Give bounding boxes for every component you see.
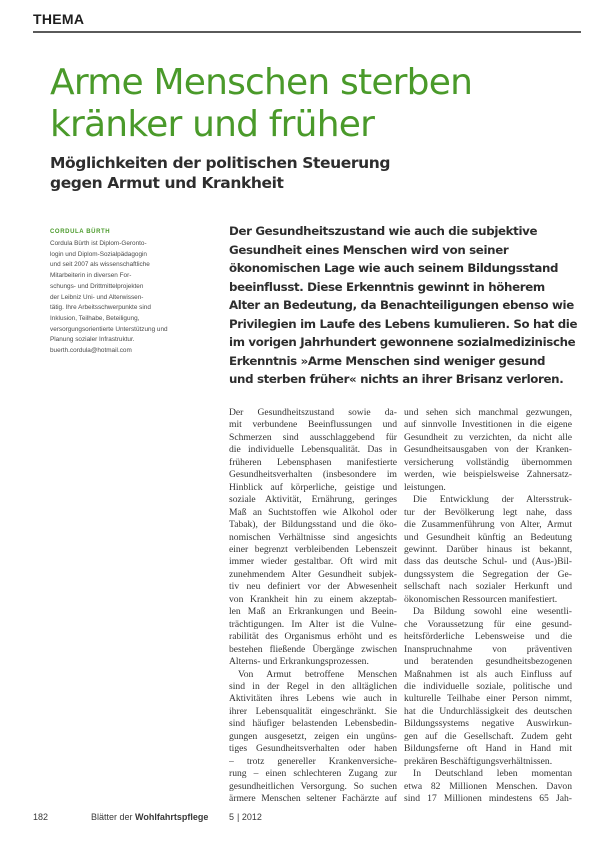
body-line: soziale Aktivität, Ernährung, geringes — [229, 494, 397, 506]
author-bio-line: Mitarbeiterin in diversen For- — [50, 272, 132, 280]
lead-line: beeinflusst. Diese Erkenntnis gewinnt in höherem — [229, 279, 545, 294]
body-column-right — [404, 407, 572, 806]
body-line: Der Gesundheitszustand sowie da- — [229, 407, 397, 418]
body-line: gungen ausgesetzt, zeigen ein ungüns- — [229, 730, 397, 742]
body-line: tur der Bevölkerung legt nahe, dass — [404, 506, 572, 518]
body-line: werden, wie beispielsweise Zahnersatz- — [404, 469, 572, 481]
body-line: leistungen. — [404, 481, 446, 493]
body-line: len Maß an Erkrankungen und Beein- — [229, 606, 397, 618]
author-box — [50, 228, 210, 357]
body-line: Bildungssystems negative Auswirkun- — [404, 718, 572, 730]
body-line: sind 17 Millionen mindestens 65 Jah- — [404, 793, 572, 805]
body-line: etwa 82 Millionen Menschen. Davon — [404, 780, 572, 792]
body-line: einer begrenzt verbleibenden Lebenszeit — [229, 543, 397, 555]
body-line: mit verbundene Beeinflussungen und — [229, 419, 397, 431]
journal-name — [91, 812, 208, 822]
author-bio-line: login und Diplom-Sozialpädagogin — [50, 250, 147, 258]
body-line: dungssystem die Segregation der Ge- — [404, 568, 572, 580]
body-column-left — [229, 407, 397, 806]
body-line: nomischen Verhältnisse sind angesichts — [229, 531, 397, 543]
lead-line: Gesundheit eines Menschen wird von seiner — [229, 242, 509, 257]
issue-bar: | — [237, 812, 242, 822]
author-bio-line: tätig. Ihre Arbeitsschwerpunkte sind — [50, 304, 151, 312]
body-line: auf sinnvolle Investitionen in die eigene — [404, 419, 572, 431]
body-line: gesundheitlichen Versorgung. So suchen — [229, 780, 397, 792]
body-line: che Voraussetzung für eine gesund- — [404, 618, 572, 630]
body-line: und sehen sich manchmal gezwungen, — [404, 407, 572, 418]
body-line: sind häufiger belastenden Lebensbedin- — [229, 718, 397, 730]
body-line: Tabak), der Bildungsstand und die öko- — [229, 519, 397, 531]
author-bio-line: der Leibniz Uni- und Alterwissen- — [50, 293, 144, 301]
body-line: Gesundheit zu verzichten, da nicht alle — [404, 431, 572, 443]
body-line: sind in der Regel in den alltäglichen — [229, 680, 397, 692]
lead-line: Erkenntnis »Arme Menschen sind weniger gesund — [229, 353, 546, 368]
body-line: und Gesundheit künftig an Bedeutung — [404, 531, 572, 543]
author-email[interactable]: buerth.cordula@hotmail.com — [50, 347, 132, 355]
body-line: Schmerzen sind ausschlaggebend für — [229, 431, 397, 443]
body-line: ihrer Lebensqualität eingeschränkt. Sie — [229, 705, 397, 717]
title-line: kränker und früher — [50, 104, 375, 145]
body-line: die Zusammenführung von Alter, Armut — [404, 519, 572, 531]
issue-number: 5 — [229, 812, 235, 822]
body-line: sellschaft nach sozialer Herkunft und — [404, 581, 572, 593]
body-line: immer wieder gestaltbar. Oft wird mit — [229, 556, 397, 568]
body-line: tiges Gesundheitsverhalten oder haben — [229, 743, 397, 755]
body-line: Maßnahmen ist als auch Einfluss auf — [404, 668, 572, 680]
body-line: ökonomischen Ressourcen manifestiert. — [404, 593, 558, 605]
lead-line: und sterben früher« nichts an ihrer Brisanz verloren. — [229, 372, 564, 386]
body-line: Hinblick auf körperliche, geistige und — [229, 481, 397, 493]
body-line: trächtigungen. Im Alter ist die Vulne- — [229, 618, 397, 630]
author-bio-line: und seit 2007 als wissenschaftliche — [50, 261, 150, 269]
body-line: Inanspruchnahme von präventiven — [404, 643, 572, 655]
body-line: bestehen fließende Übergänge zwischen — [229, 643, 397, 655]
body-line: rabilität des Organismus erhöht und es — [229, 631, 397, 643]
lead-line: Privilegien im Laufe des Lebens kumulieren. So hat die — [229, 316, 578, 331]
body-line: die individuelle soziale, politische und — [404, 680, 572, 692]
author-bio-line: versorgungsorientierte Unterstützung und — [50, 325, 168, 333]
article-title — [50, 62, 580, 146]
author-bio-line: Inklusion, Teilhabe, Beteiligung, — [50, 314, 140, 322]
body-line: Da Bildung sowohl eine wesentli- — [413, 606, 572, 618]
author-bio-line: schungs- und Drittmittelprojekten — [50, 282, 144, 290]
lead-line: Der Gesundheitszustand wie auch die subjektive — [229, 224, 538, 238]
page-number: 182 — [33, 812, 49, 822]
issue-year-text: 2012 — [241, 812, 262, 822]
body-line: Aktivitäten ihres Lebens wie auch in — [229, 693, 397, 705]
subtitle-line: Möglichkeiten der politischen Steuerung — [50, 154, 391, 172]
author-bio-line: Cordula Bürth ist Diplom-Geronto- — [50, 240, 147, 247]
body-line: rung – einen schlechteren Zugang zur — [229, 768, 397, 780]
body-line: tiv neu definiert vor der Abwesenheit — [229, 581, 397, 593]
section-label: THEMA — [33, 11, 85, 27]
body-line: früheren Lebensphasen manifestierte — [229, 456, 397, 468]
body-line: zunehmendem Alter Gesundheit subjek- — [229, 568, 397, 580]
section-divider — [33, 31, 581, 33]
body-line: und beratenden gesundheitsbezogenen — [404, 656, 572, 668]
body-line: versicherung vollständig übernommen — [404, 456, 572, 468]
author-name: CORDULA BÜRTH — [50, 229, 111, 235]
body-line: Maß an Suchtstoffen wie Alkohol oder — [229, 506, 397, 518]
journal-brand: Wohlfahrtspflege — [135, 812, 209, 822]
body-line: dass das deutsche Schul- und (Aus-)Bil- — [404, 556, 572, 568]
body-line: gen auf die Gesellschaft. Zudem geht — [404, 730, 572, 742]
lead-line: Alter an Bedeutung, da Benachteiligungen ebenso wie — [229, 298, 574, 312]
body-line: heitsförderliche Lebensweise und die — [404, 631, 572, 643]
body-line: In Deutschland leben momentan — [413, 768, 572, 780]
title-line: Arme Menschen sterben — [50, 62, 473, 103]
article-subtitle — [50, 153, 580, 193]
body-line: hat die Undurchlässigkeit des deutschen — [404, 705, 572, 717]
lead-paragraph — [229, 222, 584, 389]
body-line: ärmere Menschen seltener Fachärzte auf — [229, 793, 397, 805]
body-line: Gesundheitsausgaben von der Kranken- — [404, 444, 572, 456]
body-line: kulturelle Teilhabe einer Person nimmt, — [404, 693, 572, 705]
lead-line: ökonomischen Lage wie auch seinem Bildungsstand — [229, 261, 559, 275]
body-line: prekären Beschäftigungsverhältnissen. — [404, 755, 553, 767]
author-bio-line: Planung sozialer Infrastruktur. — [50, 336, 135, 344]
body-line: Alterns- und Erkrankungsprozessen. — [229, 656, 369, 668]
author-bio — [50, 239, 210, 357]
body-line: Gesundheitsverhalten (insbesondere im — [229, 469, 397, 481]
journal-prefix: Blätter der — [91, 812, 136, 822]
body-line: Bildungsferne oft Hand in Hand mit — [404, 743, 572, 755]
body-line: – trotz genereller Krankenversiche- — [229, 755, 397, 767]
issue-year — [237, 812, 262, 822]
body-line: die individuelle Lebensqualität. Das in — [229, 444, 397, 456]
lead-line: im vorigen Jahrhundert gewonnene sozialmedizinische — [229, 335, 576, 349]
subtitle-line: gegen Armut und Krankheit — [50, 174, 284, 192]
body-line: Von Armut betroffene Menschen — [238, 668, 397, 680]
body-line: Die Entwicklung der Altersstruk- — [413, 494, 572, 506]
body-line: von Krankheit hin zu einem akzeptab- — [229, 593, 397, 605]
body-line: gewinnt. Darüber hinaus ist bekannt, — [404, 543, 572, 555]
